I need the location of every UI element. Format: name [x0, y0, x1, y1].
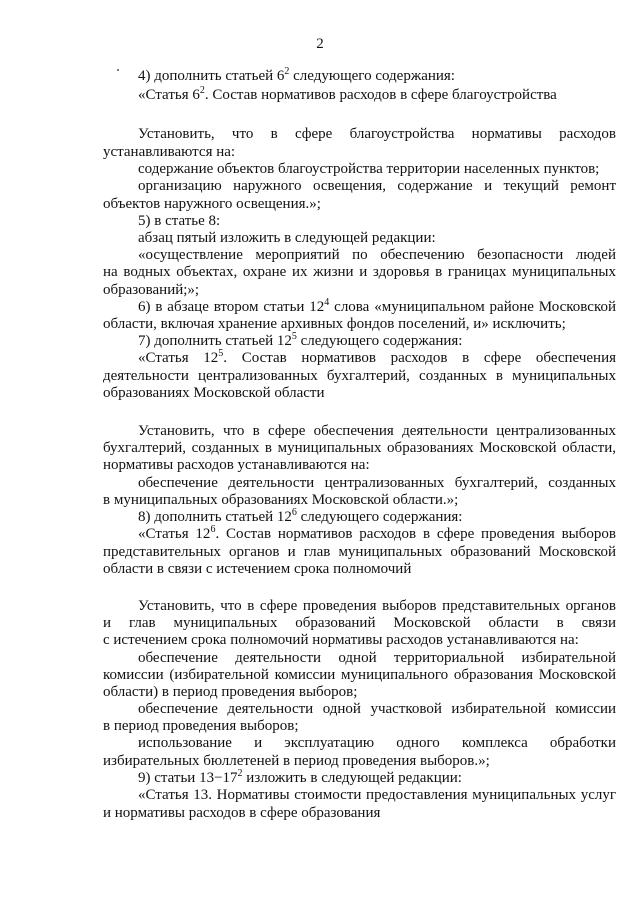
item-5: 5) в статье 8: [138, 213, 221, 229]
paragraph-line: организацию наружного освещения, содержание и текущий ремонт [138, 178, 616, 194]
paragraph-line: комиссии (избирательной комиссии муниципального образования Московской [103, 667, 616, 683]
item-9: 9) статьи $13-17^2$ изложить в следующей редакции: [138, 768, 462, 786]
paragraph-line: области в связи с истечением срока полномочий [103, 561, 412, 577]
paragraph-line: обеспечение деятельности централизованных бухгалтерий, созданных [138, 475, 616, 491]
article-12-5-heading: «Статья $12^5$. Состав нормативов расходов в сфере обеспечения [138, 348, 616, 366]
paragraph-line: представительных органов и глав муниципальных образований Московской [103, 544, 616, 560]
paragraph-line: области) в период проведения выборов; [103, 684, 358, 700]
paragraph-line: в период проведения выборов; [103, 718, 299, 734]
paragraph-line: Установить, что в сфере обеспечения деятельности централизованных [138, 423, 616, 439]
paragraph-line: абзац пятый изложить в следующей редакции: [138, 230, 436, 246]
paragraph-line: бухгалтерий, созданных в муниципальных образованиях Московской области, [103, 440, 616, 456]
article-13-heading: «Статья 13. Нормативы стоимости предоставления муниципальных услуг [138, 787, 616, 803]
paragraph-line: Установить, что в сфере проведения выборов представительных органов [138, 598, 616, 614]
paragraph-line: устанавливаются на: [103, 144, 236, 160]
paragraph-line: содержание объектов благоустройства территории населенных пунктов; [138, 161, 600, 177]
item-6: 6) в абзаце втором статьи $12^4$ слова «муниципальном районе Московской [138, 297, 616, 315]
paragraph-line: использование и эксплуатацию одного комплекса обработки [138, 735, 616, 751]
paragraph-line: на водных объектах, охране их жизни и здоровья в границах муниципальных [103, 264, 616, 280]
item-8: 8) дополнить статьей $12^6$ следующего содержания: [138, 507, 463, 525]
page-number: 2 [316, 36, 324, 52]
paragraph-line: образований;»; [103, 282, 200, 298]
paragraph-line: в муниципальных образованиях Московской области.»; [103, 492, 459, 508]
item-7: 7) дополнить статьей $12^5$ следующего содержания: [138, 331, 463, 349]
article-12-6-heading: «Статья $12^6$. Состав нормативов расходов в сфере проведения выборов [138, 524, 616, 542]
paragraph-line: нормативы расходов устанавливаются на: [103, 457, 370, 473]
paragraph-line: Установить, что в сфере благоустройства нормативы расходов [138, 126, 616, 142]
paragraph-line: области, включая хранение архивных фондов поселений, и» исключить; [103, 316, 566, 332]
paragraph-line: объектов наружного освещения.»; [103, 196, 321, 212]
paragraph-line: избирательных бюллетеней в период проведения выборов.»; [103, 753, 490, 769]
paragraph-line: «осуществление мероприятий по обеспечению безопасности людей [138, 247, 616, 263]
paragraph-line: деятельности централизованных бухгалтерий, созданных в муниципальных [103, 368, 616, 384]
article-6-2-heading: «Статья $6^2$. Состав нормативов расходов в сфере благоустройства [138, 85, 557, 103]
paragraph-line: обеспечение деятельности одной участковой избирательной комиссии [138, 701, 616, 717]
item-4: 4) дополнить статьей $6^2$ следующего содержания: [138, 66, 455, 84]
paragraph-line: образованиях Московской области [103, 385, 325, 401]
paragraph-line: обеспечение деятельности одной территориальной избирательной [138, 650, 616, 666]
paragraph-line: и глав муниципальных образований Московской области в связи [103, 615, 616, 631]
paragraph-line: и нормативы расходов в сфере образования [103, 805, 381, 821]
paragraph-line: с истечением срока полномочий нормативы расходов устанавливаются на: [103, 632, 579, 648]
